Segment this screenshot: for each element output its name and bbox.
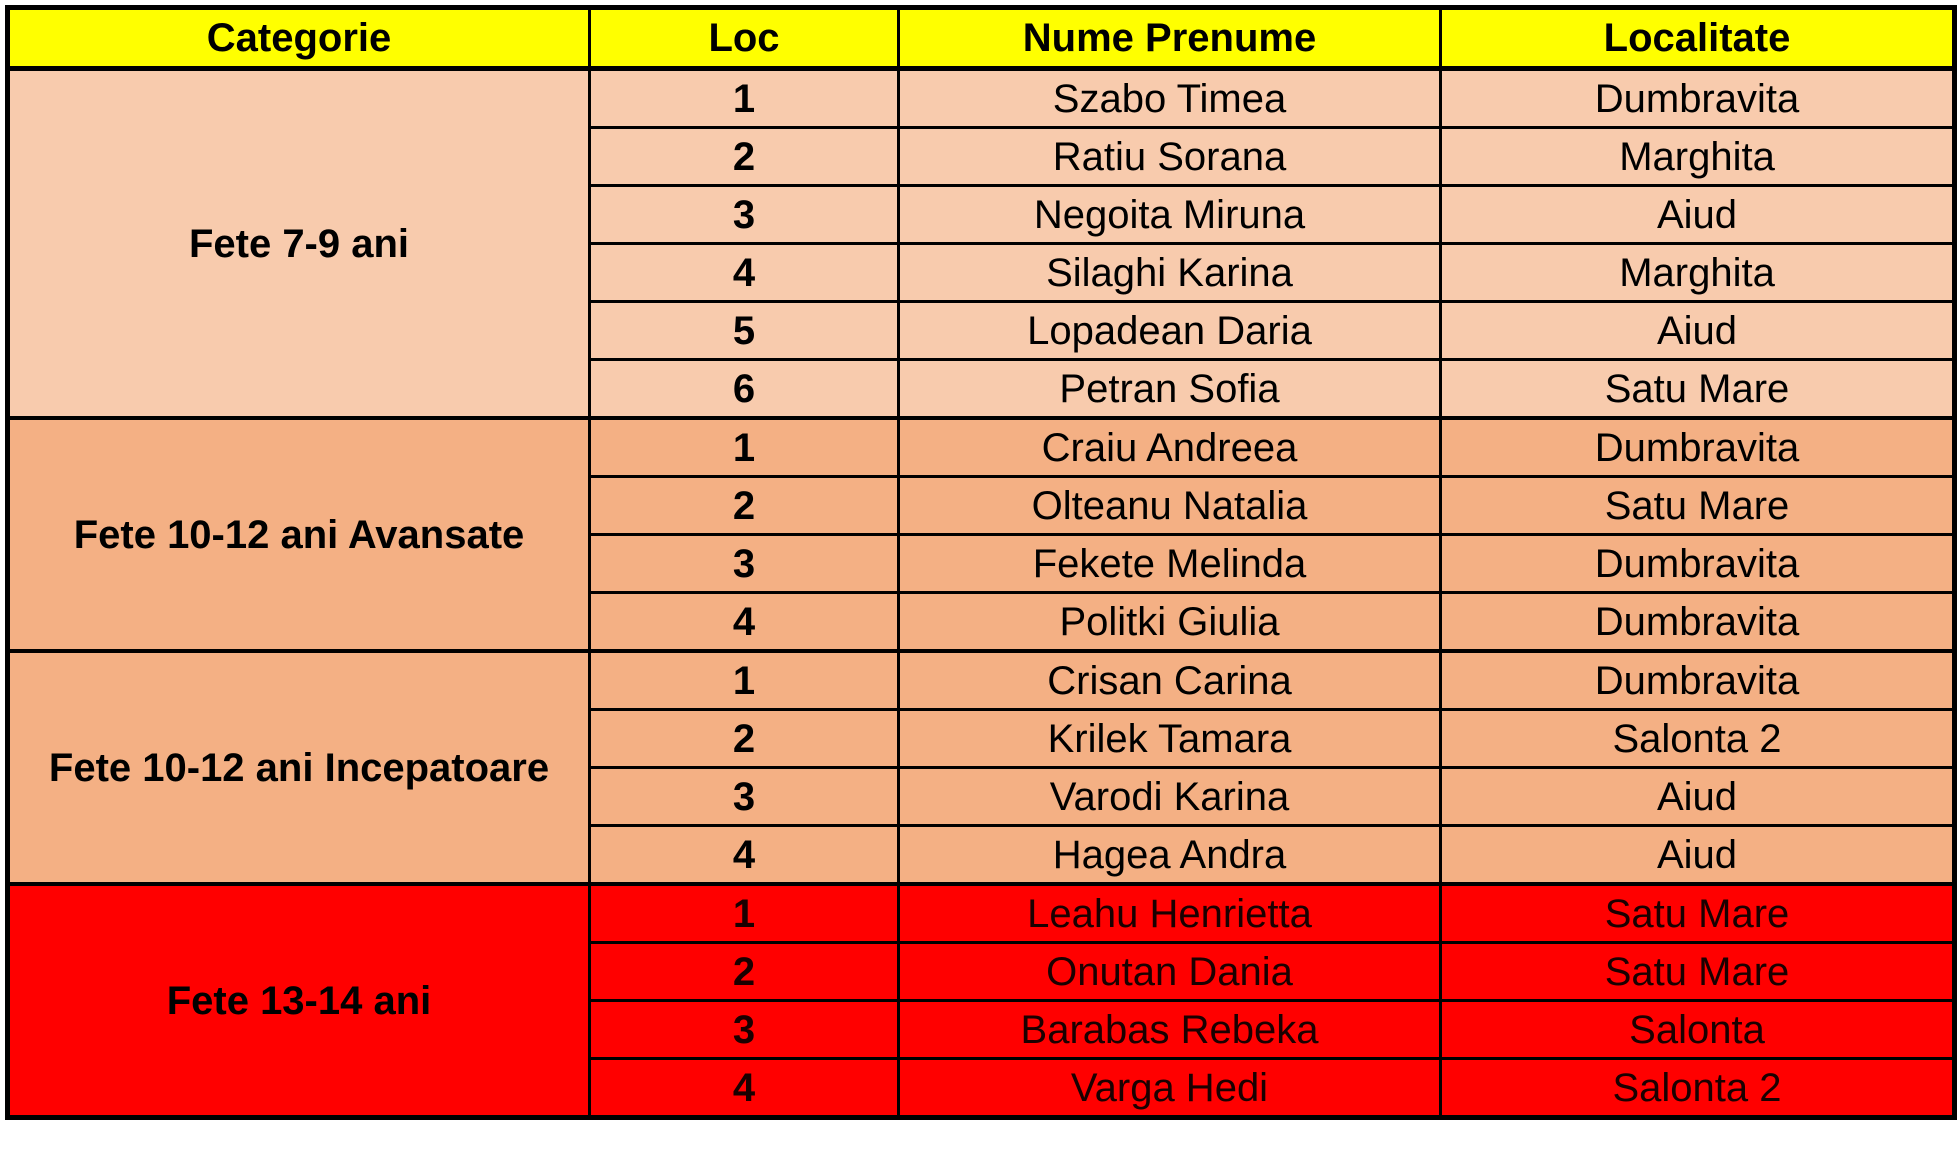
name-cell: Leahu Henrietta — [899, 884, 1441, 943]
name-cell: Szabo Timea — [899, 69, 1441, 128]
name-cell: Varga Hedi — [899, 1059, 1441, 1118]
name-cell: Negoita Miruna — [899, 186, 1441, 244]
town-cell: Satu Mare — [1441, 477, 1955, 535]
name-cell: Lopadean Daria — [899, 302, 1441, 360]
table-row — [8, 651, 1955, 710]
table-row — [8, 418, 1955, 477]
loc-cell: 4 — [590, 244, 899, 302]
town-cell: Marghita — [1441, 244, 1955, 302]
town-cell: Marghita — [1441, 128, 1955, 186]
table-row — [8, 884, 1955, 943]
name-cell: Craiu Andreea — [899, 418, 1441, 477]
town-cell: Aiud — [1441, 826, 1955, 885]
town-cell: Dumbravita — [1441, 593, 1955, 652]
header-categorie: Categorie — [8, 8, 590, 69]
loc-cell: 4 — [590, 826, 899, 885]
category-cell: Fete 10-12 ani Avansate — [8, 418, 590, 651]
header-row — [8, 8, 1955, 69]
town-cell: Salonta 2 — [1441, 1059, 1955, 1118]
town-cell: Salonta 2 — [1441, 710, 1955, 768]
header-loc: Loc — [590, 8, 899, 69]
name-cell: Ratiu Sorana — [899, 128, 1441, 186]
loc-cell: 6 — [590, 360, 899, 419]
name-cell: Hagea Andra — [899, 826, 1441, 885]
name-cell: Barabas Rebeka — [899, 1001, 1441, 1059]
town-cell: Dumbravita — [1441, 535, 1955, 593]
town-cell: Satu Mare — [1441, 360, 1955, 419]
loc-cell: 2 — [590, 710, 899, 768]
loc-cell: 1 — [590, 69, 899, 128]
town-cell: Satu Mare — [1441, 884, 1955, 943]
category-cell: Fete 13-14 ani — [8, 884, 590, 1118]
name-cell: Olteanu Natalia — [899, 477, 1441, 535]
loc-cell: 4 — [590, 593, 899, 652]
loc-cell: 3 — [590, 1001, 899, 1059]
town-cell: Satu Mare — [1441, 943, 1955, 1001]
loc-cell: 2 — [590, 128, 899, 186]
name-cell: Crisan Carina — [899, 651, 1441, 710]
table-header — [8, 8, 1955, 69]
loc-cell: 2 — [590, 477, 899, 535]
name-cell: Varodi Karina — [899, 768, 1441, 826]
table-row — [8, 69, 1955, 128]
town-cell: Salonta — [1441, 1001, 1955, 1059]
town-cell: Dumbravita — [1441, 651, 1955, 710]
town-cell: Dumbravita — [1441, 69, 1955, 128]
loc-cell: 1 — [590, 884, 899, 943]
name-cell: Fekete Melinda — [899, 535, 1441, 593]
name-cell: Krilek Tamara — [899, 710, 1441, 768]
name-cell: Onutan Dania — [899, 943, 1441, 1001]
loc-cell: 1 — [590, 651, 899, 710]
loc-cell: 3 — [590, 535, 899, 593]
loc-cell: 3 — [590, 186, 899, 244]
town-cell: Dumbravita — [1441, 418, 1955, 477]
category-cell: Fete 7-9 ani — [8, 69, 590, 419]
header-nume-prenume: Nume Prenume — [899, 8, 1441, 69]
town-cell: Aiud — [1441, 302, 1955, 360]
category-cell: Fete 10-12 ani Incepatoare — [8, 651, 590, 884]
name-cell: Silaghi Karina — [899, 244, 1441, 302]
town-cell: Aiud — [1441, 768, 1955, 826]
loc-cell: 5 — [590, 302, 899, 360]
name-cell: Politki Giulia — [899, 593, 1441, 652]
loc-cell: 1 — [590, 418, 899, 477]
town-cell: Aiud — [1441, 186, 1955, 244]
loc-cell: 4 — [590, 1059, 899, 1118]
results-table — [5, 5, 1957, 1120]
loc-cell: 2 — [590, 943, 899, 1001]
loc-cell: 3 — [590, 768, 899, 826]
table-body — [8, 69, 1955, 1118]
header-localitate: Localitate — [1441, 8, 1955, 69]
name-cell: Petran Sofia — [899, 360, 1441, 419]
